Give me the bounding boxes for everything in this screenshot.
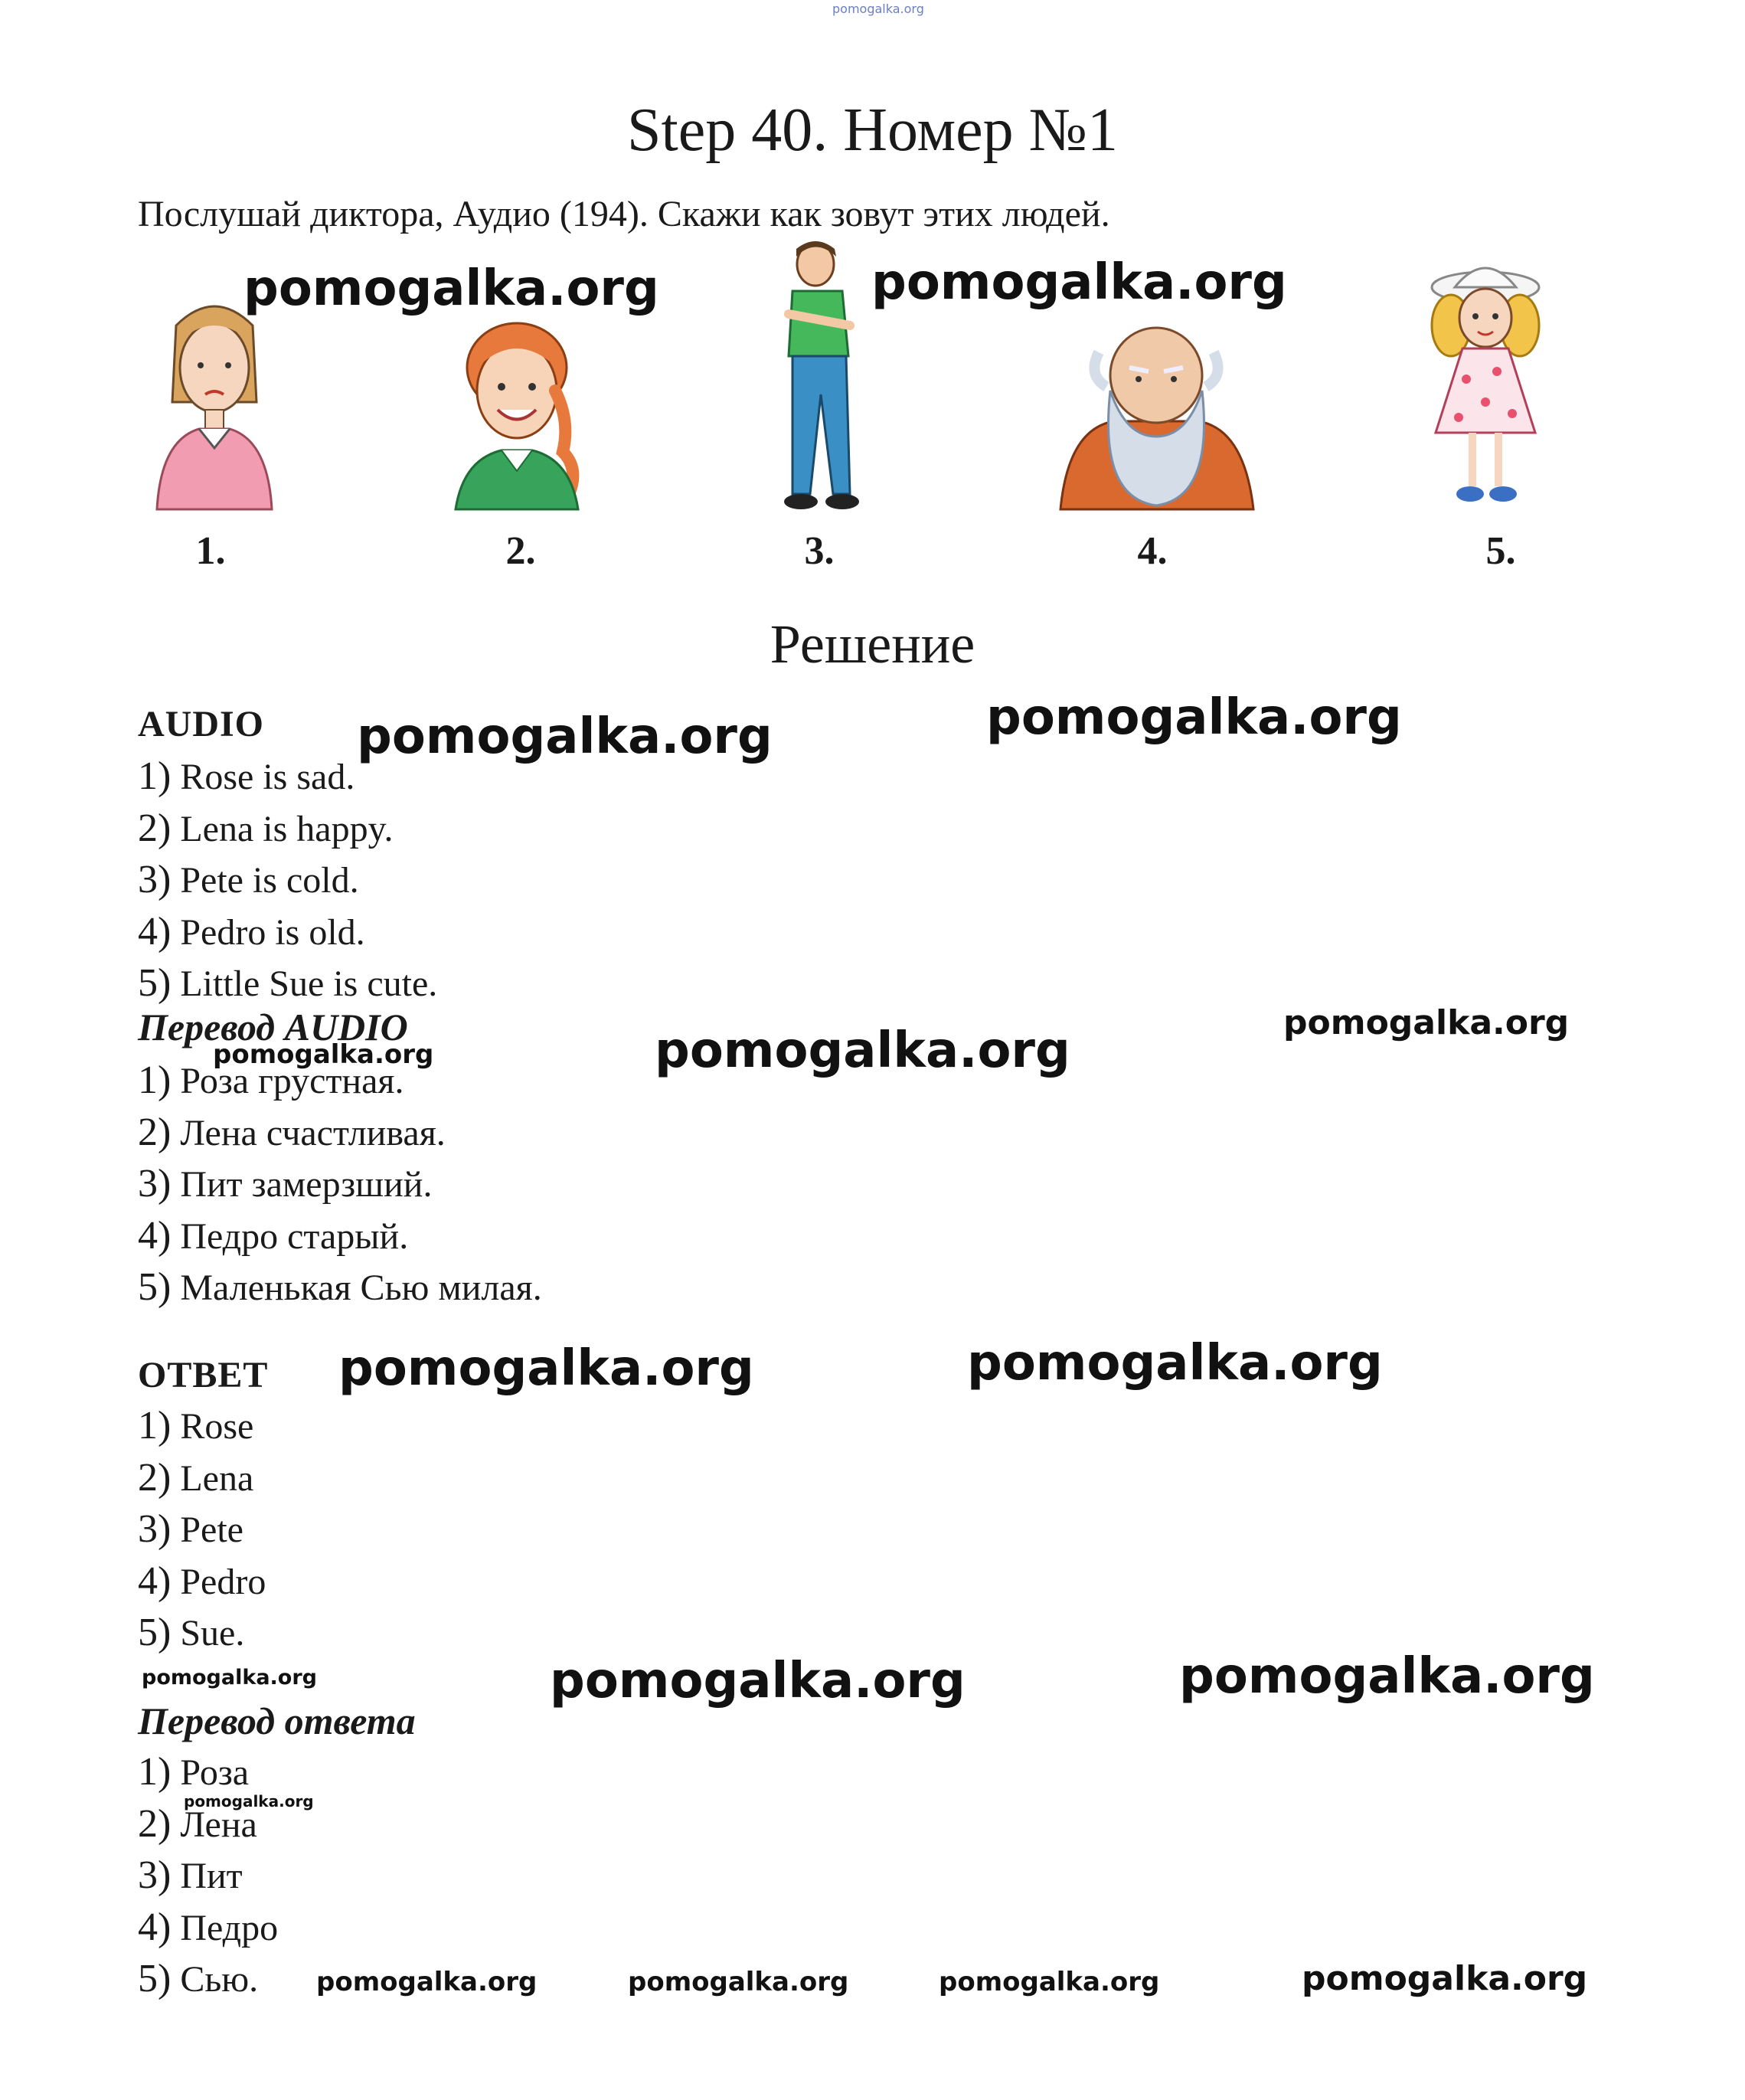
list-item: 4) Педро	[138, 1905, 279, 1949]
list-item: 3) Пит	[138, 1853, 243, 1897]
old-man-beard-icon	[1053, 314, 1260, 513]
list-item: 2) Лена	[138, 1801, 257, 1846]
list-item: 3) Пит замерзший.	[138, 1162, 433, 1205]
list-item: 2) Lena	[138, 1455, 254, 1500]
watermark: pomogalka.org	[1302, 1959, 1588, 1998]
figure-label-5: 5.	[1485, 529, 1516, 573]
watermark: pomogalka.org	[142, 1666, 317, 1689]
watermark: pomogalka.org	[243, 260, 659, 317]
answer-translation-heading: Перевод ответа	[138, 1699, 416, 1742]
watermark: pomogalka.org	[939, 1967, 1160, 1997]
list-item: 4) Педро старый.	[138, 1213, 409, 1258]
girl-sad-pink-sweater-icon	[145, 295, 283, 517]
audio-translation-list	[138, 1055, 542, 1313]
watermark: pomogalka.org	[357, 708, 773, 765]
watermark: pomogalka.org	[871, 254, 1287, 311]
list-item: 3) Pete	[138, 1507, 243, 1551]
figure-label-4: 4.	[1137, 529, 1168, 573]
list-item: 5) Сью.	[138, 1957, 259, 2000]
watermark: pomogalka.org	[184, 1792, 314, 1811]
list-item: 1) Rose is sad.	[138, 754, 355, 798]
watermark: pomogalka.org	[316, 1967, 538, 1997]
list-item: 3) Pete is cold.	[138, 858, 359, 901]
list-item: 1) Rose	[138, 1404, 254, 1447]
watermark: pomogalka.org	[1283, 1003, 1570, 1042]
watermark: pomogalka.org	[967, 1335, 1383, 1392]
task-instruction: Послушай диктора, Аудио (194). Скажи как зовут этих людей.	[138, 194, 1110, 234]
list-item: 5) Маленькая Сью милая.	[138, 1265, 542, 1309]
answer-translation-list	[138, 1746, 278, 2005]
watermark-top: pomogalka.org	[832, 2, 924, 16]
audio-list	[138, 751, 437, 1009]
little-girl-hat-dress-icon	[1420, 249, 1551, 517]
list-item: 1) Роза грустная.	[138, 1058, 404, 1102]
solution-heading: Решение	[770, 613, 975, 675]
page-title: Step 40. Номер №1	[627, 96, 1118, 164]
list-item: 5) Little Sue is cute.	[138, 961, 438, 1005]
answer-list	[138, 1400, 266, 1659]
list-item: 1) Роза	[138, 1750, 250, 1794]
figure-label-2: 2.	[505, 529, 536, 573]
watermark: pomogalka.org	[550, 1653, 966, 1709]
list-item: 5) Sue.	[138, 1611, 245, 1654]
girl-happy-braid-icon	[448, 314, 601, 513]
list-item: 2) Лена счастливая.	[138, 1110, 446, 1154]
boy-cold-standing-icon	[773, 241, 865, 517]
watermark: pomogalka.org	[338, 1340, 754, 1397]
figure-label-3: 3.	[804, 529, 835, 573]
watermark: pomogalka.org	[986, 689, 1402, 746]
list-item: 4) Pedro	[138, 1559, 266, 1603]
figure-label-1: 1.	[195, 529, 226, 573]
watermark: pomogalka.org	[213, 1039, 434, 1070]
list-item: 2) Lena is happy.	[138, 806, 394, 850]
audio-heading: AUDIO	[138, 704, 265, 744]
watermark: pomogalka.org	[655, 1022, 1070, 1079]
watermark: pomogalka.org	[1179, 1648, 1595, 1705]
audio-translation-heading: Перевод AUDIO	[138, 1006, 408, 1048]
answer-heading: ОТВЕТ	[138, 1355, 269, 1395]
list-item: 4) Pedro is old.	[138, 909, 365, 954]
watermark: pomogalka.org	[628, 1967, 849, 1997]
